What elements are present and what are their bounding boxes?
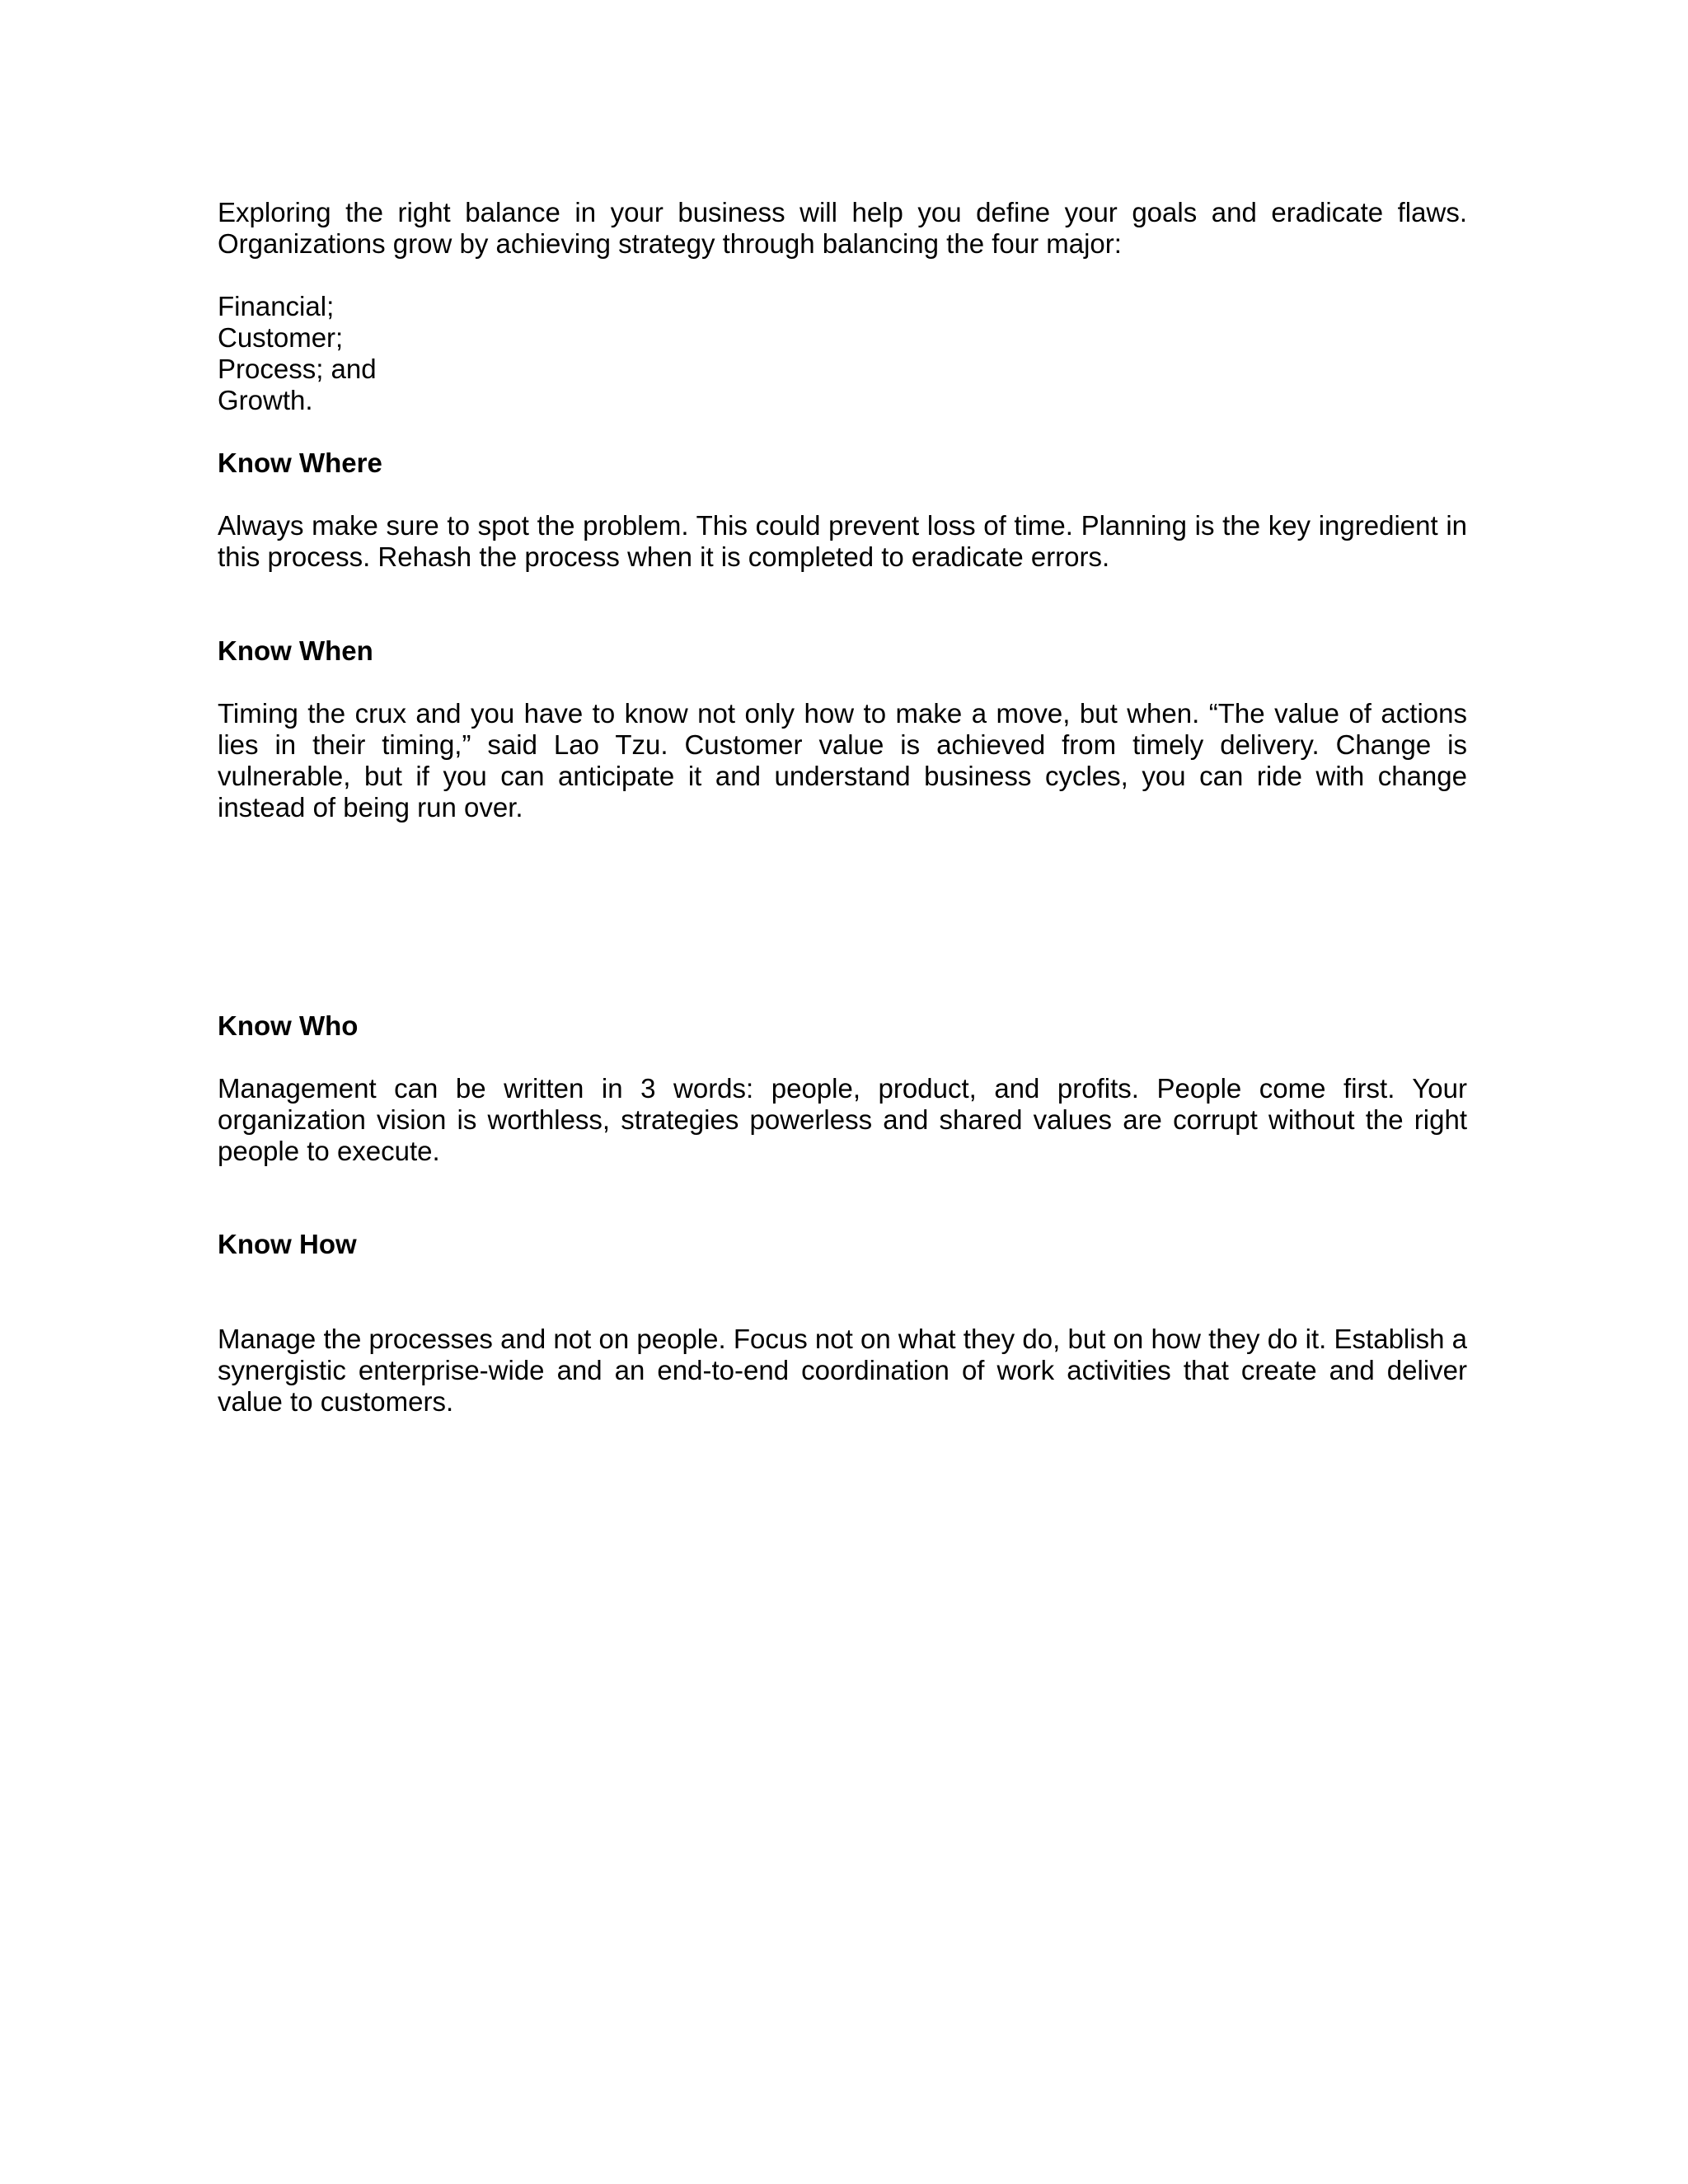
paragraph-line: Manage the processes and not on people. Focus not on what they do, but on how they do it. Establish a <box>218 1324 1467 1354</box>
paragraph-line: people to execute. <box>218 1136 440 1166</box>
section-heading-know-who: Know Who <box>218 1010 359 1041</box>
section-heading-know-how: Know How <box>218 1229 357 1259</box>
list-item: Growth. <box>218 385 313 415</box>
paragraph-line: vulnerable, but if you can anticipate it and understand business cycles, you can ride with change <box>218 761 1467 791</box>
intro-paragraph <box>218 197 1467 260</box>
section-paragraph-know-who <box>218 1073 1467 1167</box>
intro-line: Organizations grow by achieving strategy through balancing the four major: <box>218 228 1122 259</box>
section-paragraph-know-when <box>218 698 1467 823</box>
section-heading-know-where: Know Where <box>218 448 382 478</box>
section-paragraph-know-where <box>218 510 1467 573</box>
intro-line: Exploring the right balance in your business will help you define your goals and eradicate flaws. <box>218 197 1467 227</box>
paragraph-line: Always make sure to spot the problem. This could prevent loss of time. Planning is the key ingredient in <box>218 510 1467 541</box>
paragraph-line: organization vision is worthless, strategies powerless and shared values are corrupt without the right <box>218 1104 1467 1135</box>
paragraph-line: Management can be written in 3 words: people, product, and profits. People come first. Your <box>218 1073 1467 1104</box>
list-item: Financial; <box>218 291 335 321</box>
strategy-list <box>218 291 1467 416</box>
paragraph-line: instead of being run over. <box>218 792 523 823</box>
section-paragraph-know-how <box>218 1324 1467 1418</box>
paragraph-line: lies in their timing,” said Lao Tzu. Customer value is achieved from timely delivery. Change is <box>218 729 1467 760</box>
list-item: Process; and <box>218 354 377 384</box>
paragraph-line: synergistic enterprise-wide and an end-to-end coordination of work activities that create and deliver <box>218 1355 1467 1385</box>
paragraph-line: this process. Rehash the process when it is completed to eradicate errors. <box>218 541 1110 572</box>
section-heading-know-when: Know When <box>218 635 373 666</box>
document-page <box>218 0 1467 2184</box>
paragraph-line: value to customers. <box>218 1386 454 1417</box>
list-item: Customer; <box>218 322 344 353</box>
paragraph-line: Timing the crux and you have to know not only how to make a move, but when. “The value of actions <box>218 698 1467 729</box>
